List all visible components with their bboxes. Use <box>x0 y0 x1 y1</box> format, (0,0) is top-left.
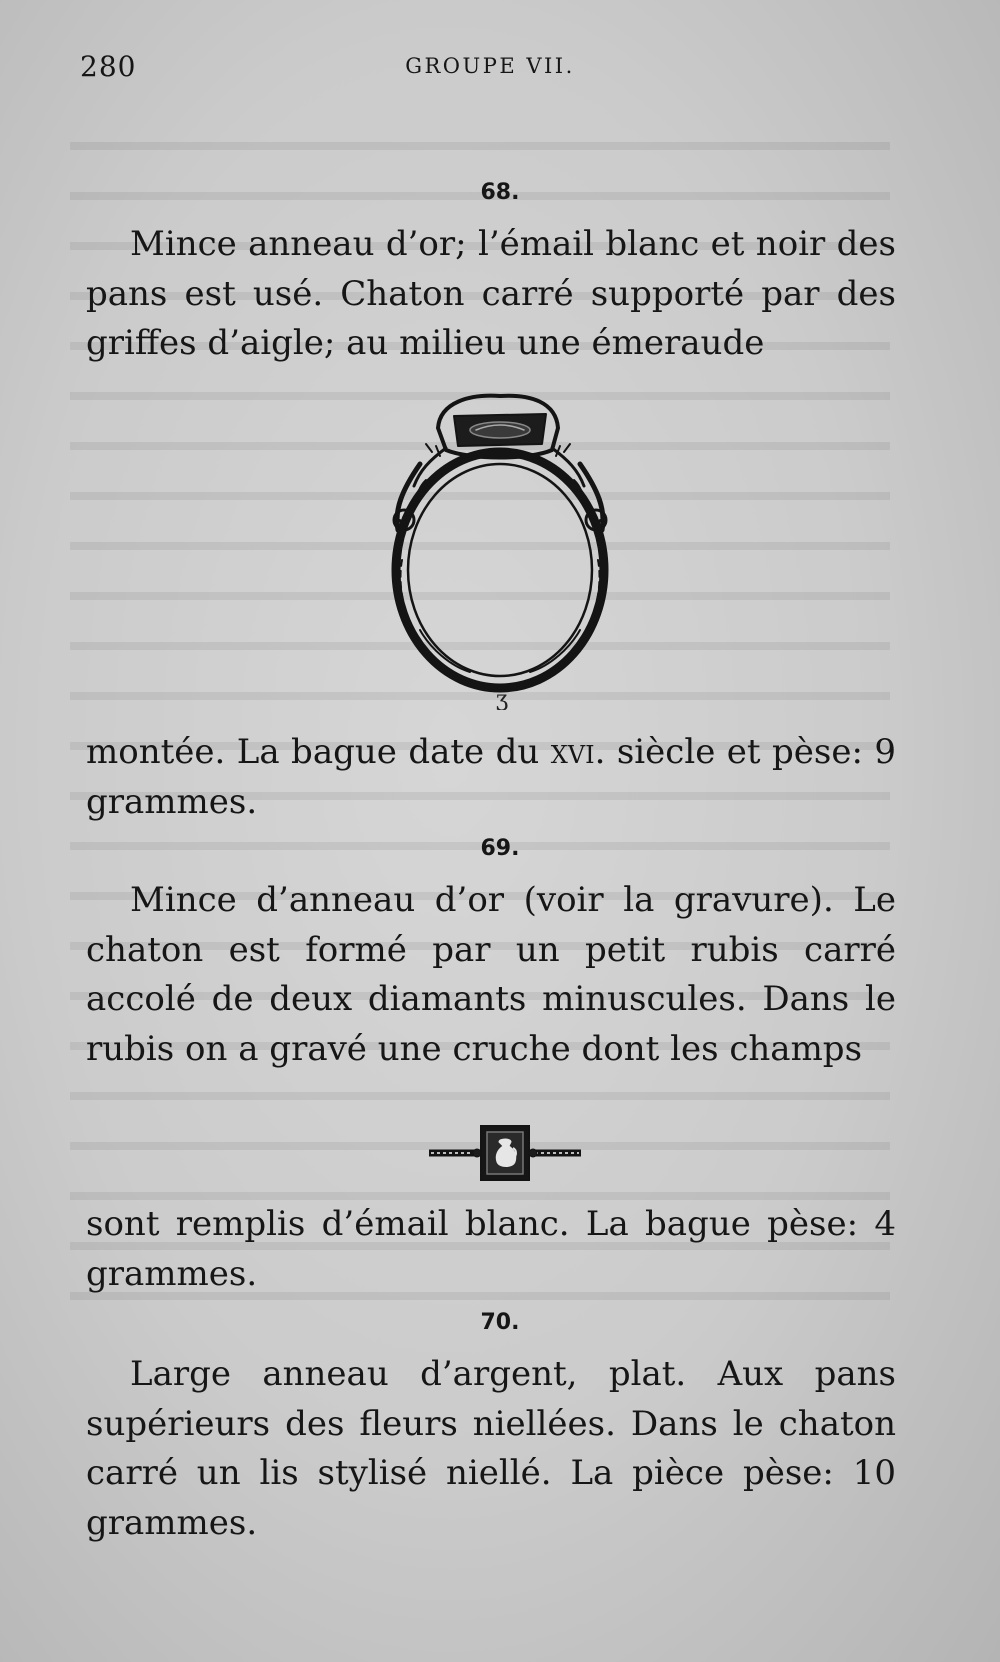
ring-illustration <box>380 390 620 710</box>
entry-68-text-before: Mince anneau d’or; l’émail blanc et noir des pans est usé. Chaton carré supporté par des griffes d’aigle; au milieu une émeraude <box>86 224 896 363</box>
entry-number-68: 68. <box>480 180 520 205</box>
entry-69-text-before: Mince d’anneau d’or (voir la gravure). Le chaton est formé par un petit rubis carré accolé de deux diamants minuscules. Dans le rubis on a gravé une cruche dont les champs <box>86 880 896 1069</box>
entry-69-text-after: sont remplis d’émail blanc. La bague pèse: 4 grammes. <box>86 1204 896 1294</box>
entry-number-69: 69. <box>480 836 520 861</box>
running-head: GROUPE VII. <box>405 54 575 78</box>
entry-68-text-after-post: . siècle et pèse: 9 grammes. <box>86 732 896 822</box>
entry-68-text-after <box>86 728 896 827</box>
entry-number-70: 70. <box>480 1310 520 1335</box>
entry-68-text-after-pre: montée. La bague date du <box>86 732 551 772</box>
svg-text:ʒ: ʒ <box>495 687 509 710</box>
ring-band-illustration <box>425 1118 585 1188</box>
century-numeral: xvi <box>550 732 595 772</box>
page-header <box>80 50 900 90</box>
entry-70-text: Large anneau d’argent, plat. Aux pans supérieurs des fleurs niellées. Dans le chaton carré un lis stylisé niellé. La pièce pèse: 10 grammes. <box>86 1354 896 1543</box>
page-number: 280 <box>80 50 137 83</box>
